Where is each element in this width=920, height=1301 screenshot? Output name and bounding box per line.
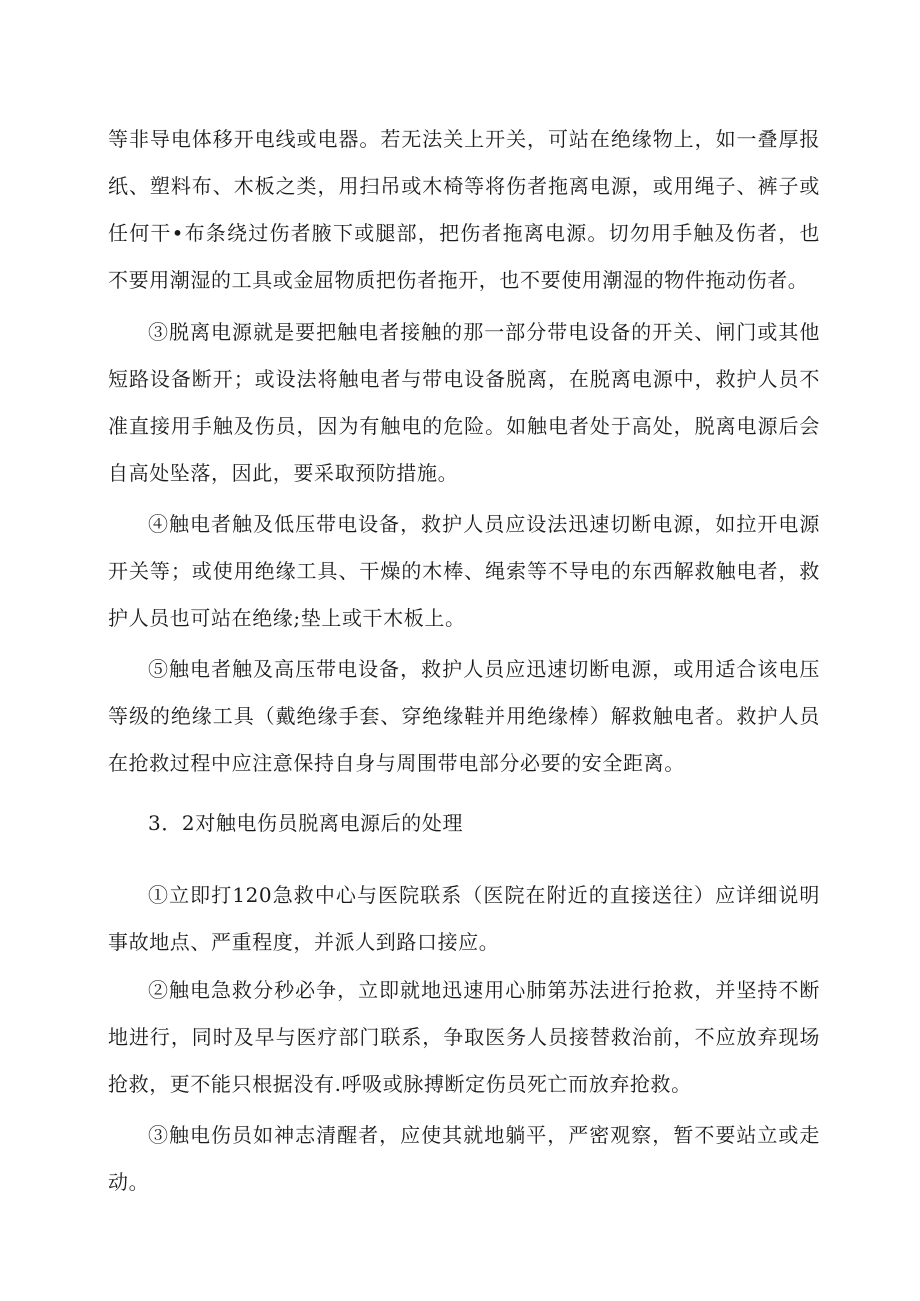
- section-heading: 3．2对触电伤员脱离电源后的处理: [148, 811, 464, 835]
- paragraph-section-item-1: ①立即打120急救中心与医院联系（医院在附近的直接送往）应详细说明事故地点、严重程度，并派人到路口接应。: [108, 883, 820, 954]
- paragraph-item-3: ③脱离电源就是要把触电者接触的那一部分带电设备的开关、闸门或其他短路设备断开；或设法将触电者与带电设备脱离，在脱离电源中，救护人员不准直接用手触及伤员，因为有触电的危险。如触电者处于高处，脱离电源后会自高处坠落，因此，要采取预防措施。: [108, 320, 820, 485]
- paragraph-section-item-2: ②触电急救分秒必争，立即就地迅速用心肺第苏法进行抢救，并坚持不断地进行，同时及早与医疗部门联系，争取医务人员接替救治前，不应放弃现场抢救，更不能只根据没有.呼吸或脉搏断定伤员死亡而放弃抢救。: [108, 978, 820, 1096]
- paragraph-item-4: ④触电者触及低压带电设备，救护人员应设法迅速切断电源，如拉开电源开关等；或使用绝缘工具、干燥的木棒、绳索等不导电的东西解救触电者，救护人员也可站在绝缘;垫上或干木板上。: [108, 512, 820, 630]
- paragraph-item-5: ⑤触电者触及高压带电设备，救护人员应迅速切断电源，或用适合该电压等级的绝缘工具（戴绝缘手套、穿绝缘鞋并用绝缘棒）解救触电者。救护人员在抢救过程中应注意保持自身与周围带电部分必要的安全距离。: [108, 657, 820, 775]
- paragraph-section-item-3: ③触电伤员如神志清醒者，应使其就地躺平，严密观察，暂不要站立或走动。: [108, 1123, 820, 1194]
- paragraph-continuation: 等非导电体移开电线或电器。若无法关上开关，可站在绝缘物上，如一叠厚报纸、塑料布、木板之类，用扫吊或木椅等将伤者拖离电源，或用绳子、裤子或任何干•布条绕过伤者腋下或腿部，把伤者拖离电源。切勿用手触及伤者，也不要用潮湿的工具或金屈物质把伤者拖开，也不要使用潮湿的物件拖动伤者。: [108, 127, 820, 292]
